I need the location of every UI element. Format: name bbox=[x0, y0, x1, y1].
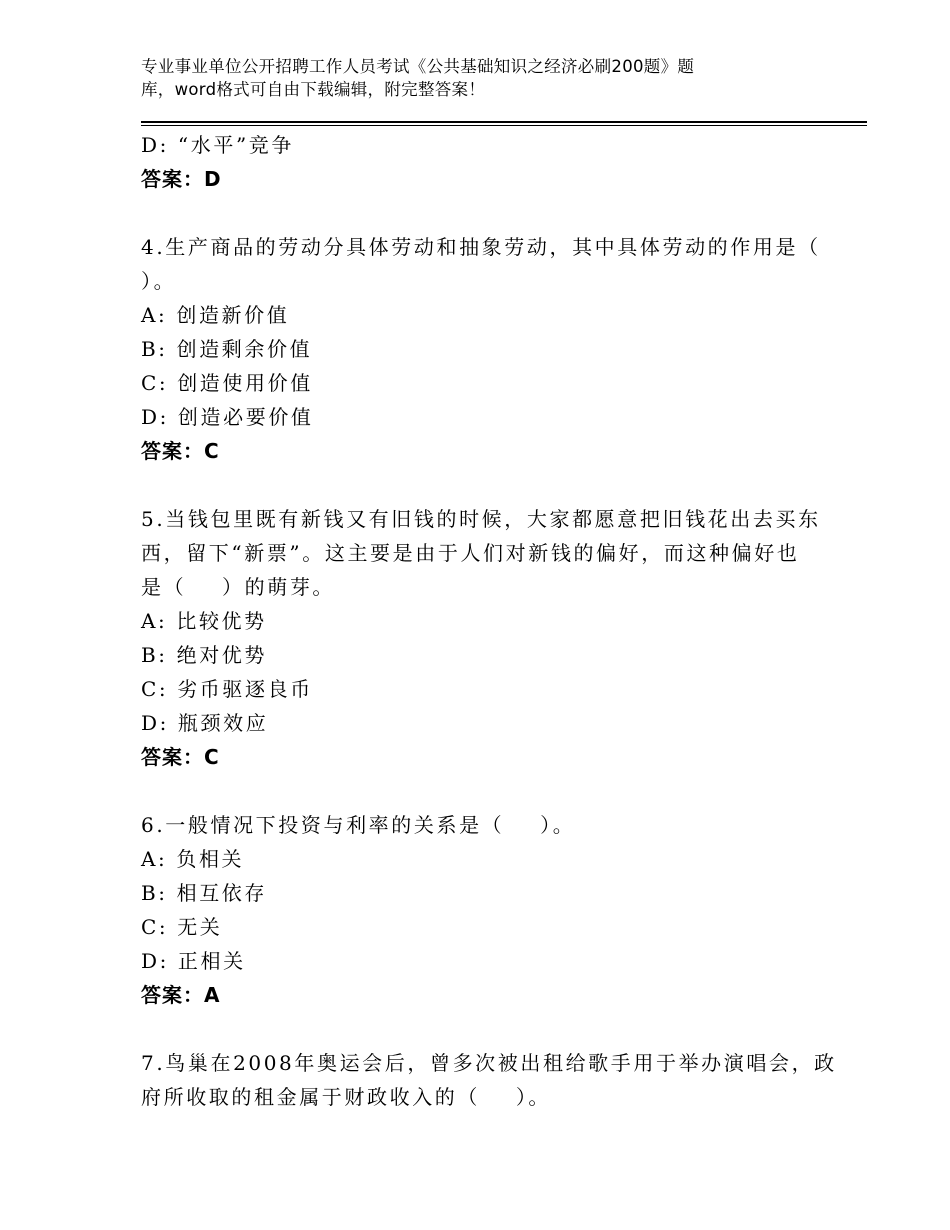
spacer bbox=[141, 196, 831, 230]
question-content bbox=[141, 128, 837, 1114]
question-stem-line: 4.生产商品的劳动分具体劳动和抽象劳动，其中具体劳动的作用是（ bbox=[141, 235, 821, 259]
option-a: A: 负相关 bbox=[141, 847, 245, 871]
question-stem-line: 6.一般情况下投资与利率的关系是（ ）。 bbox=[141, 813, 576, 837]
question-block-6 bbox=[141, 808, 831, 1012]
option-d: D: 正相关 bbox=[141, 949, 246, 973]
spacer bbox=[141, 468, 831, 502]
answer-line: 答案：D bbox=[141, 167, 222, 191]
option-d: D: “水平”竞争 bbox=[141, 133, 294, 157]
option-c: C: 无关 bbox=[141, 915, 223, 939]
page-header bbox=[141, 55, 781, 101]
option-c: C: 劣币驱逐良币 bbox=[141, 677, 313, 701]
option-d: D: 创造必要价值 bbox=[141, 405, 314, 429]
question-block-4 bbox=[141, 230, 831, 468]
question-stem-line: 西，留下“新票”。这主要是由于人们对新钱的偏好，而这种偏好也 bbox=[141, 541, 800, 565]
option-b: B: 创造剩余价值 bbox=[141, 337, 313, 361]
spacer bbox=[141, 1012, 831, 1046]
option-d: D: 瓶颈效应 bbox=[141, 711, 269, 735]
question-stem-line: 府所收取的租金属于财政收入的（ ）。 bbox=[141, 1085, 552, 1109]
option-a: A: 创造新价值 bbox=[141, 303, 290, 327]
answer-line: 答案：A bbox=[141, 983, 221, 1007]
header-divider-thick bbox=[141, 121, 867, 123]
option-c: C: 创造使用价值 bbox=[141, 371, 313, 395]
option-b: B: 相互依存 bbox=[141, 881, 267, 905]
spacer bbox=[141, 774, 831, 808]
question-stem-line: ）。 bbox=[141, 269, 177, 293]
header-title-line-1: 专业事业单位公开招聘工作人员考试《公共基础知识之经济必刷200题》题 bbox=[141, 57, 695, 76]
header-divider-thin bbox=[141, 125, 867, 126]
question-stem-line: 7.鸟巢在2008年奥运会后，曾多次被出租给歌手用于举办演唱会，政 bbox=[141, 1051, 837, 1075]
question-stem-line: 是（ ）的萌芽。 bbox=[141, 575, 336, 599]
answer-line: 答案：C bbox=[141, 439, 220, 463]
question-block-7 bbox=[141, 1046, 837, 1114]
header-title-line-2: 库，word格式可自由下载编辑，附完整答案！ bbox=[141, 80, 486, 99]
question-block-5 bbox=[141, 502, 831, 774]
answer-line: 答案：C bbox=[141, 745, 220, 769]
question-stem-line: 5.当钱包里既有新钱又有旧钱的时候，大家都愿意把旧钱花出去买东 bbox=[141, 507, 821, 531]
option-b: B: 绝对优势 bbox=[141, 643, 267, 667]
option-a: A: 比较优势 bbox=[141, 609, 267, 633]
